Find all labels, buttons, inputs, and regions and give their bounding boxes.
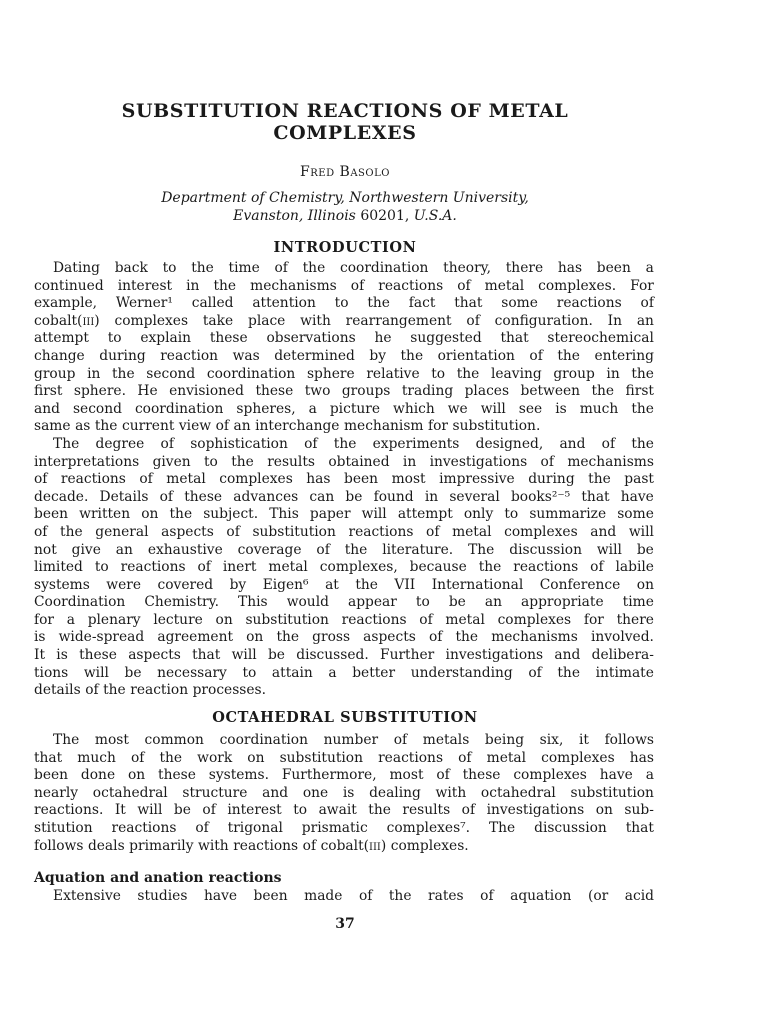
introduction-text-line: attempt to explain these observations he suggested that stereochemical [34, 330, 654, 347]
introduction-text-line: decade. Details of these advances can be found in several books²⁻⁵ that have [34, 488, 654, 505]
octahedral-text-line: The most common coordination number of metals being six, it follows [53, 732, 654, 748]
introduction-text-line: group in the second coordination sphere relative to the leaving group in the [34, 365, 654, 382]
octahedral-substitution-body [34, 732, 654, 855]
introduction-text-line: limited to reactions of inert metal complexes, because the reactions of labile [34, 559, 654, 576]
introduction-text-line: not give an exhaustive coverage of the literature. The discussion will be [34, 541, 654, 558]
affiliation-line-1: Department of Chemistry, Northwestern University, [161, 190, 529, 206]
introduction-body [34, 260, 654, 700]
octahedral-text-line: that much of the work on substitution reactions of metal complexes has [34, 749, 654, 766]
subsection-heading-aquation: Aquation and anation reactions [34, 870, 282, 886]
introduction-text-line: details of the reaction processes. [34, 682, 267, 699]
affiliation-country: U.S.A. [413, 208, 457, 224]
introduction-text-line: cobalt(iii) complexes take place with rearrangement of configuration. In an [34, 312, 654, 329]
introduction-text-line: Coordination Chemistry. This would appear to be an appropriate time [34, 594, 654, 611]
introduction-text-line: It is these aspects that will be discussed. Further investigations and delibera- [34, 647, 654, 664]
introduction-text-line: first sphere. He envisioned these two groups trading places between the first [34, 383, 654, 400]
affiliation-zip: 60201, [360, 208, 410, 224]
affiliation-line-2 [60, 207, 630, 225]
introduction-text-line: Dating back to the time of the coordination theory, there has been a [53, 260, 654, 276]
author-name: Fred Basolo [300, 164, 390, 180]
octahedral-text-line: been done on these systems. Furthermore, most of these complexes have a [34, 767, 654, 784]
introduction-text-line: of reactions of metal complexes has been most impressive during the past [34, 471, 654, 488]
section-heading-octahedral-substitution: OCTAHEDRAL SUBSTITUTION [212, 709, 478, 726]
introduction-text-line: is wide-spread agreement on the gross aspects of the mechanisms involved. [34, 629, 654, 646]
introduction-text-line: interpretations given to the results obtained in investigations of mechanisms [34, 453, 654, 470]
introduction-text-line: same as the current view of an interchange mechanism for substitution. [34, 418, 541, 435]
octahedral-text-line: reactions. It will be of interest to await the results of investigations on sub- [34, 802, 654, 819]
introduction-text-line: tions will be necessary to attain a better understanding of the intimate [34, 664, 654, 681]
introduction-text-line: example, Werner¹ called attention to the fact that some reactions of [34, 295, 654, 312]
octahedral-text-line: stitution reactions of trigonal prismatic complexes⁷. The discussion that [34, 819, 654, 836]
title-line-1: SUBSTITUTION REACTIONS OF METAL [121, 100, 569, 122]
section-heading-introduction: INTRODUCTION [273, 239, 417, 256]
octahedral-text-line: nearly octahedral structure and one is dealing with octahedral substitution [34, 784, 654, 801]
page-number: 37 [335, 916, 355, 932]
octahedral-text-line: follows deals primarily with reactions of cobalt(iii) complexes. [34, 837, 469, 854]
paper-title [60, 100, 630, 144]
aquation-text-line: Extensive studies have been made of the rates of aquation (or acid [53, 888, 654, 904]
introduction-text-line: for a plenary lecture on substitution reactions of metal complexes for there [34, 611, 654, 628]
introduction-text-line: change during reaction was determined by the orientation of the entering [34, 347, 654, 364]
introduction-text-line: systems were covered by Eigen⁶ at the VII International Conference on [34, 576, 654, 593]
introduction-text-line: of the general aspects of substitution reactions of metal complexes and will [34, 523, 654, 540]
introduction-text-line: continued interest in the mechanisms of reactions of metal complexes. For [34, 277, 654, 294]
introduction-text-line: been written on the subject. This paper will attempt only to summarize some [34, 506, 654, 523]
author-affiliation [60, 189, 630, 225]
title-line-2: COMPLEXES [273, 122, 417, 144]
aquation-body [34, 888, 654, 906]
introduction-text-line: and second coordination spheres, a picture which we will see is much the [34, 400, 654, 417]
introduction-text-line: The degree of sophistication of the experiments designed, and of the [53, 435, 654, 452]
affiliation-place: Evanston, Illinois [233, 208, 356, 224]
